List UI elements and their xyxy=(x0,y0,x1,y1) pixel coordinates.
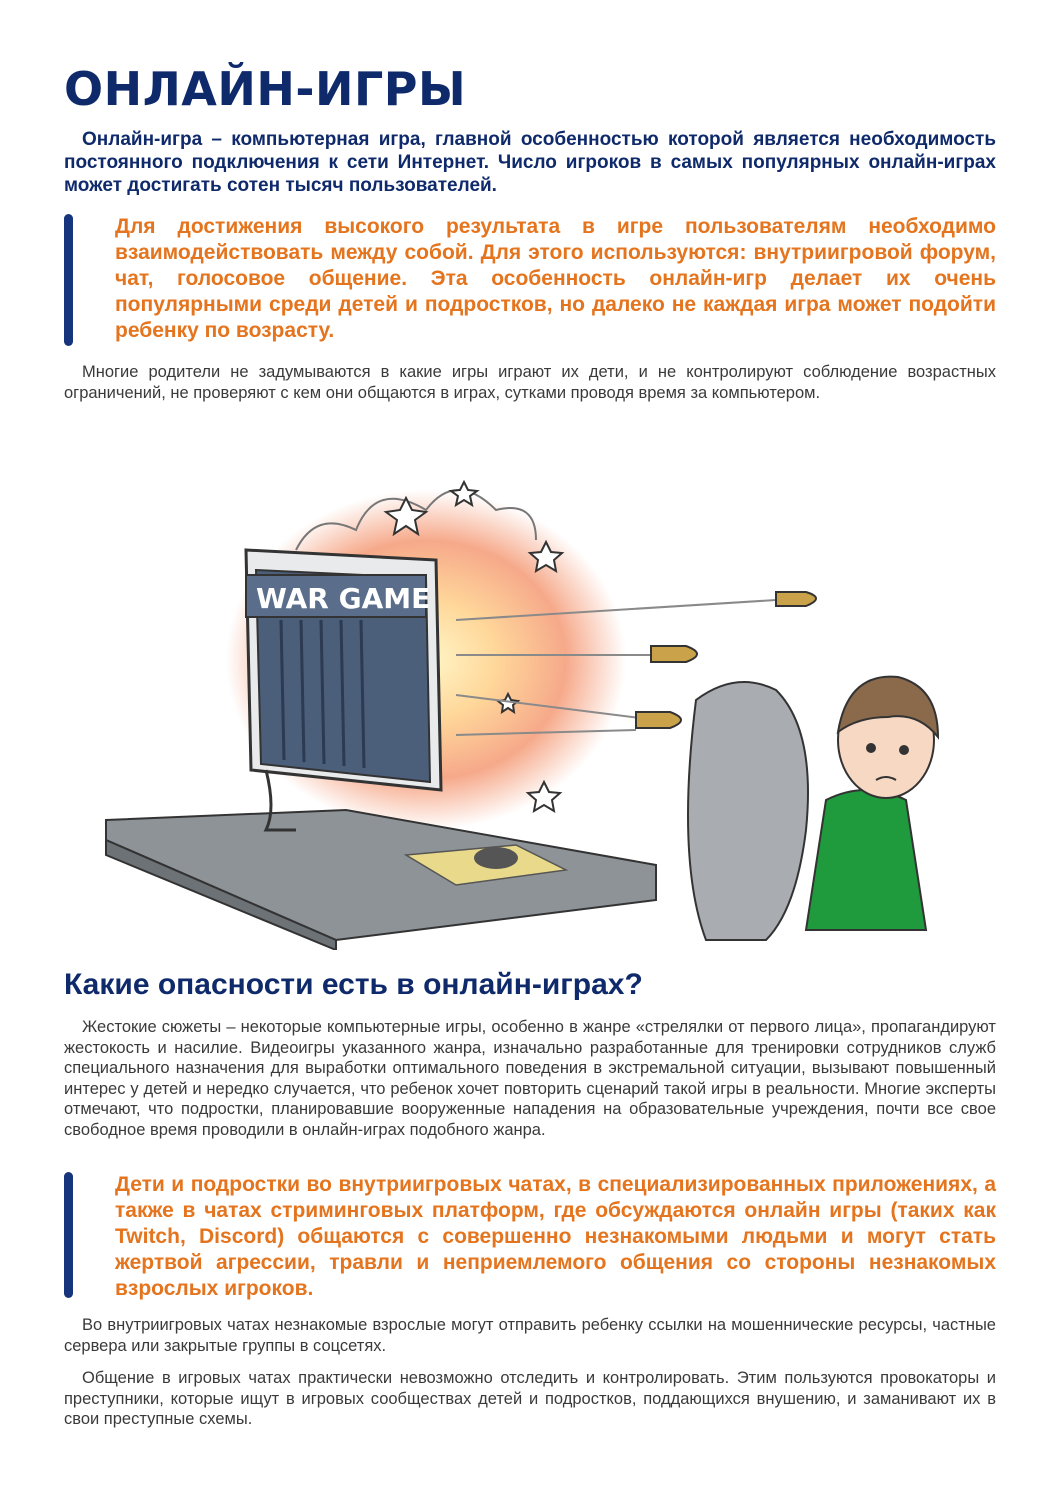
highlight-text-1: Для достижения высокого результата в игре пользователям необходимо взаимодействовать между собой. Для этого используются: внутриигровой форум, чат, голосовое общение. Эта особенность онлайн-игр делает их очень популярными среди детей и подростков, но далеко не каждая игра может подойти ребенку по возрасту. xyxy=(115,215,996,342)
paragraph-provocateurs: Общение в игровых чатах практически невозможно отследить и контролировать. Этим пользуются провокаторы и преступники, которые ищут в игровых сообществах детей и подростков, поддающихся внушению, и заманивают их в свои преступные схемы. xyxy=(64,1369,996,1429)
chair xyxy=(688,682,808,940)
quote-bar xyxy=(64,1172,73,1298)
highlight-block-1 xyxy=(64,214,996,346)
highlight-text-2: Дети и подростки во внутриигровых чатах, в специализированных приложениях, а также в чатах стриминговых платформ, где обсуждаются онлайн игры (таких как Twitch, Discord) общаются с совершенно незнакомыми людьми и могут стать жертвой агрессии, травли и неприемлемого общения со стороны незнакомых взрослых игроков. xyxy=(115,1173,996,1300)
quote-bar xyxy=(64,214,73,346)
section-heading: Какие опасности есть в онлайн-играх? xyxy=(64,968,643,1001)
intro-paragraph: Онлайн-игра – компьютерная игра, главной особенностью которой является необходимость постоянного подключения к сети Интернет. Число игроков в самых популярных онлайн-играх может достигать сотен тысяч пользователей. xyxy=(64,129,996,196)
paragraph-violent-plots: Жестокие сюжеты – некоторые компьютерные игры, особенно в жанре «стрелялки от первого лица», пропагандируют жестокость и насилие. Видеоигры указанного жанра, изначально разработанные для тренировки сотрудников служб специального назначения для выработки оптимального поведения в экстремальной ситуации, вызывают повышенный интерес у детей и нередко случается, что ребенок хочет повторить сценарий такой игры в реальности. Многие эксперты отмечают, что подростки, планировавшие вооруженные нападения на образовательные учреждения, почти все свое свободное время проводили в онлайн-играх подобного жанра. xyxy=(64,1018,996,1139)
highlight-block-2 xyxy=(64,1172,996,1298)
page-title: ОНЛАЙН-ИГРЫ xyxy=(64,62,467,116)
paragraph-parents: Многие родители не задумываются в какие игры играют их дети, и не контролируют соблюдение возрастных ограничений, не проверяют с кем они общаются в играх, сутками проводя время за компьютером. xyxy=(64,363,996,402)
illustration-svg xyxy=(96,470,976,950)
mouse-icon xyxy=(474,847,518,869)
war-game-illustration xyxy=(96,470,976,950)
child xyxy=(806,677,938,930)
screen-title: WAR GAME xyxy=(256,582,431,615)
paragraph-fraud-links: Во внутриигровых чатах незнакомые взрослые могут отправить ребенку ссылки на мошеннические ресурсы, частные сервера или закрытые группы в соцсетях. xyxy=(64,1316,996,1355)
